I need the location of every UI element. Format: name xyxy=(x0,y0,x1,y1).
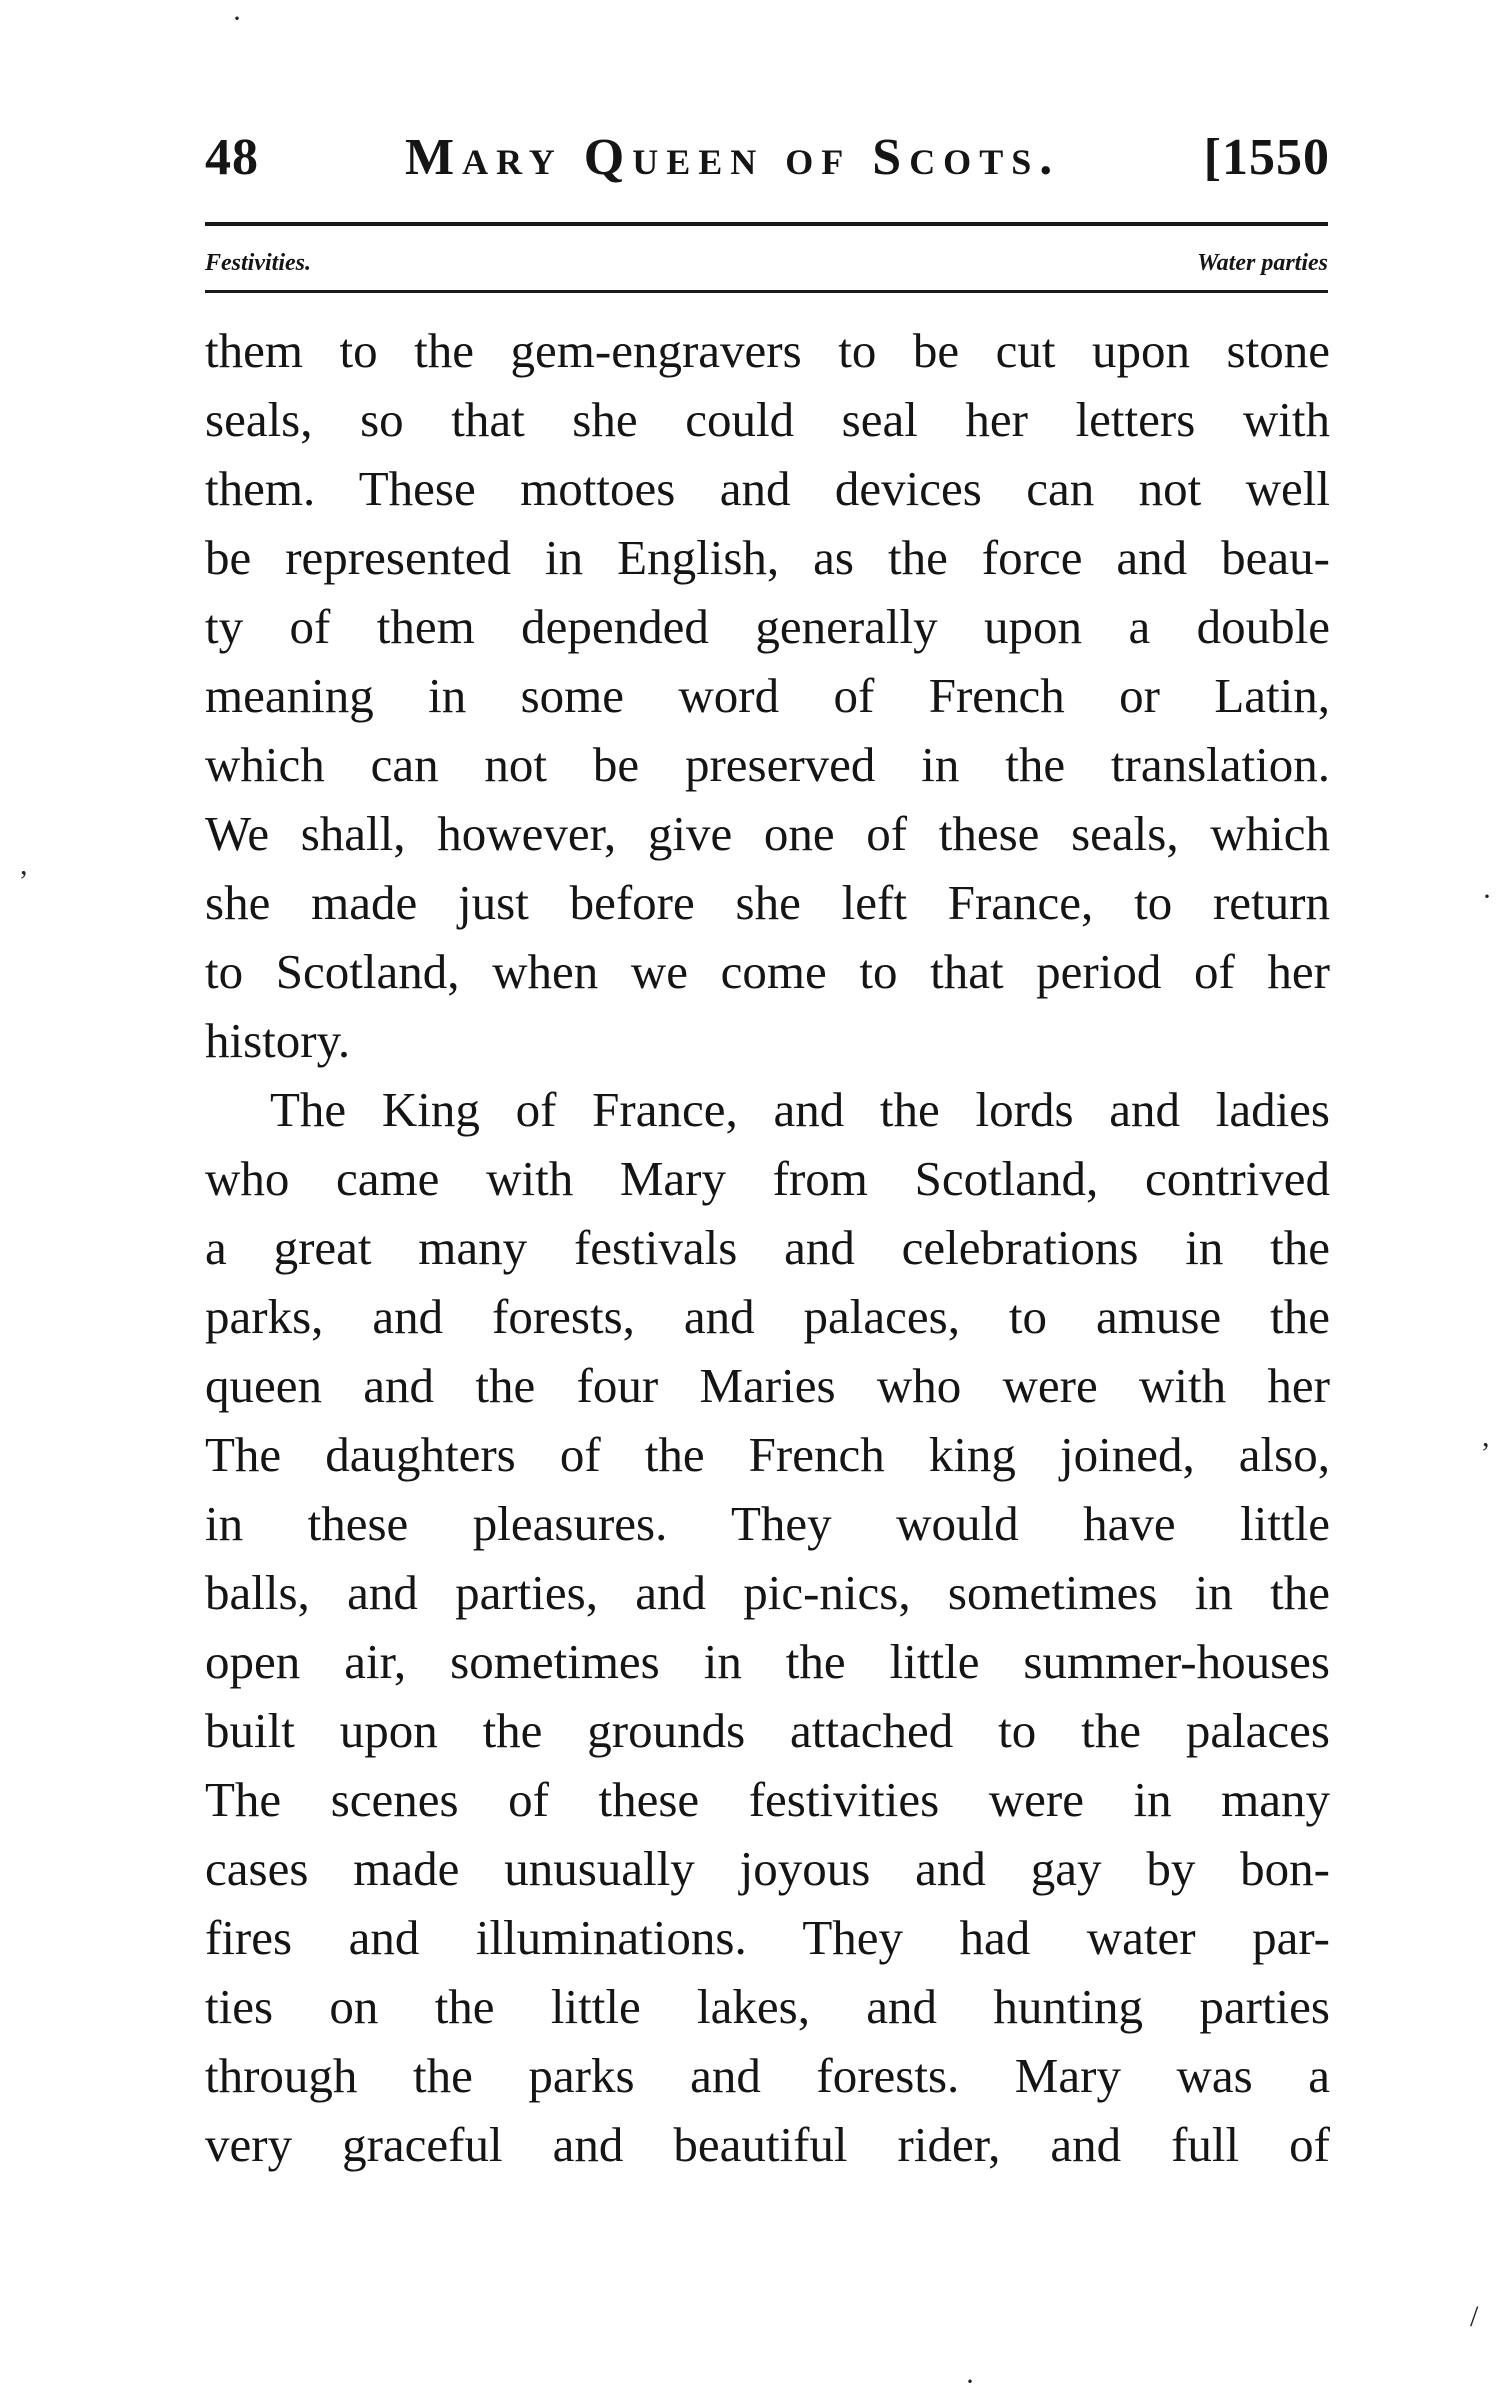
text-line: cases made unusually joyous and gay by bon- xyxy=(205,1841,1330,1896)
text-line: The King of France, and the lords and ladies xyxy=(270,1082,1330,1137)
paragraph-1 xyxy=(205,316,1330,1075)
text-line: The daughters of the French king joined, also, xyxy=(205,1427,1330,1482)
text-line: to Scotland, when we come to that period of her xyxy=(205,944,1330,999)
text-line: who came with Mary from Scotland, contrived xyxy=(205,1151,1330,1206)
side-note-right: Water parties xyxy=(1197,250,1328,276)
text-line: The scenes of these festivities were in many xyxy=(205,1772,1330,1827)
text-line: meaning in some word of French or Latin, xyxy=(205,668,1330,723)
text-line: which can not be preserved in the translation. xyxy=(205,737,1330,792)
text-line: built upon the grounds attached to the palaces xyxy=(205,1703,1330,1758)
scan-speck: , xyxy=(1482,1420,1490,1453)
text-line: she made just before she left France, to return xyxy=(205,875,1330,930)
text-line: We shall, however, give one of these seals, which xyxy=(205,806,1330,861)
running-title: Mary Queen of Scots. xyxy=(405,129,1061,186)
text-line: open air, sometimes in the little summer-houses xyxy=(205,1634,1330,1689)
text-line: balls, and parties, and pic-nics, sometimes in the xyxy=(205,1565,1330,1620)
page-number: 48 xyxy=(205,129,259,186)
text-line: queen and the four Maries who were with her xyxy=(205,1358,1330,1413)
scan-speck: / xyxy=(1470,2300,1479,2333)
text-line: very graceful and beautiful rider, and full of xyxy=(205,2117,1330,2172)
text-line: history. xyxy=(205,1013,351,1068)
header-year: [1550 xyxy=(1203,129,1330,186)
text-line: parks, and forests, and palaces, to amuse the xyxy=(205,1289,1330,1344)
text-line: fires and illuminations. They had water par- xyxy=(205,1910,1330,1965)
scan-speck: , xyxy=(20,848,28,881)
scan-speck: · xyxy=(965,2365,975,2398)
side-note-left: Festivities. xyxy=(205,250,311,276)
body-text xyxy=(205,316,1330,2179)
text-line: them to the gem-engravers to be cut upon stone xyxy=(205,323,1330,378)
page-header xyxy=(205,128,1330,198)
scan-speck: · xyxy=(232,2,242,35)
paragraph-2 xyxy=(205,1075,1330,2179)
header-rule xyxy=(205,222,1328,226)
text-line: them. These mottoes and devices can not well xyxy=(205,461,1330,516)
side-note-rule xyxy=(205,290,1328,293)
text-line: a great many festivals and celebrations in the xyxy=(205,1220,1330,1275)
text-line: be represented in English, as the force and beau- xyxy=(205,530,1330,585)
text-line: ties on the little lakes, and hunting parties xyxy=(205,1979,1330,2034)
text-line: seals, so that she could seal her letters with xyxy=(205,392,1330,447)
text-line: ty of them depended generally upon a double xyxy=(205,599,1330,654)
text-line: in these pleasures. They would have little xyxy=(205,1496,1330,1551)
text-line: through the parks and forests. Mary was a xyxy=(205,2048,1330,2103)
scan-speck: · xyxy=(1482,880,1492,913)
